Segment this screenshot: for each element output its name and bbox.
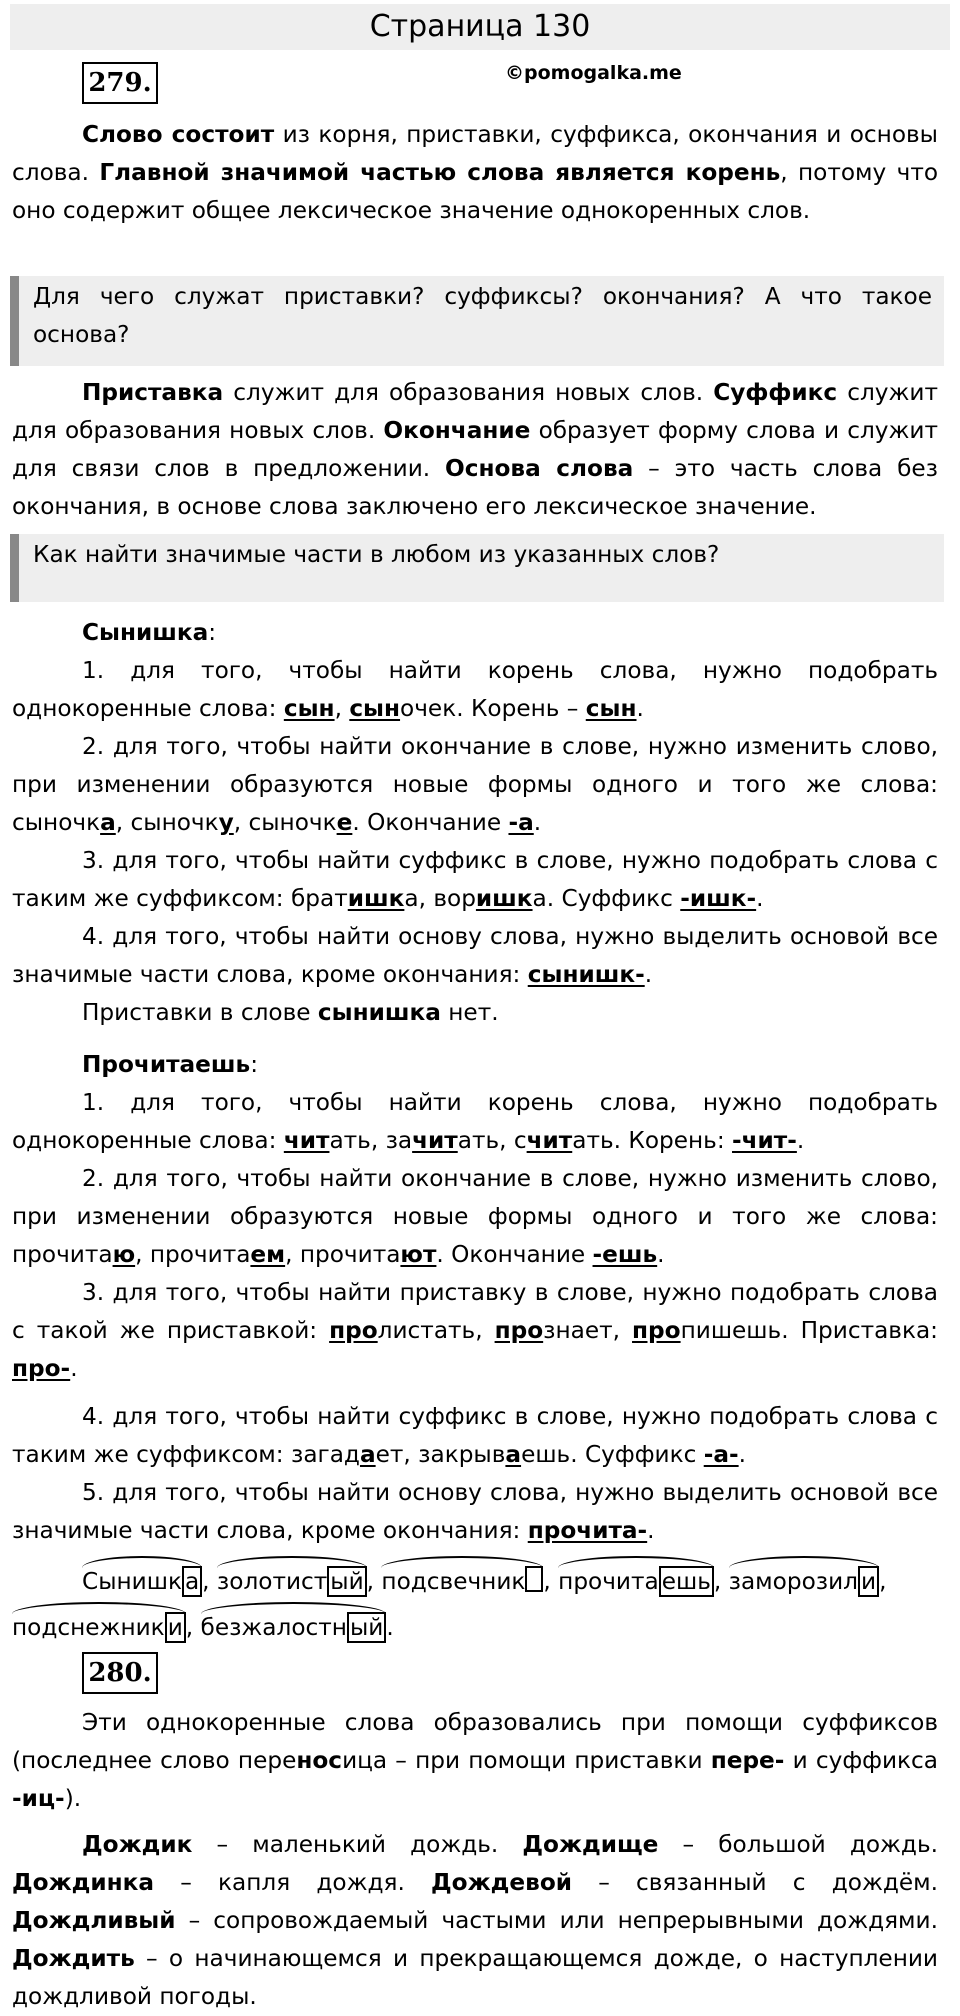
stem-answer: сынишк- (527, 961, 645, 988)
text: , (713, 1568, 722, 1595)
text: из корня, приставки, суффикса, окончания и основы слова. (12, 121, 938, 186)
bold-text: Суффикс (713, 379, 838, 406)
bold-text: Основа слова (445, 455, 634, 482)
word-title: Сынишка (82, 619, 209, 646)
root-mark: чит (412, 1127, 458, 1154)
ending-answer: -ешь (592, 1241, 658, 1268)
text: , (233, 809, 249, 836)
text: : (208, 619, 217, 646)
text: образует форму слова и служит для связи слов в предложении. (12, 417, 938, 482)
text: брат (291, 885, 348, 912)
text: . Окончание (352, 809, 509, 836)
text: загад (291, 1441, 360, 1468)
text: ). (64, 1785, 82, 1812)
text: ет (375, 1441, 404, 1468)
text: , (418, 885, 434, 912)
text: знает (543, 1317, 613, 1344)
root-answer: -чит- (732, 1127, 797, 1154)
task2-intro (12, 1704, 938, 1818)
text: с (513, 1127, 527, 1154)
ending-mark: ю (112, 1241, 136, 1268)
bold-text: Дождище (522, 1831, 659, 1858)
text: . Суффикс (570, 1441, 704, 1468)
text: , (612, 1317, 633, 1344)
text: . (647, 1517, 655, 1544)
text: 1. для того, чтобы найти корень слова, нужно подобрать однокоренные слова: (12, 657, 938, 722)
text: Приставки в слове (82, 999, 318, 1026)
step-1 (12, 652, 938, 728)
bold-text: Окончание (383, 417, 531, 444)
text: очек (400, 695, 457, 722)
text: , потому что оно содержит общее лексическое значение однокоренных слов. (12, 159, 939, 224)
step-5 (12, 1474, 938, 1550)
step-5 (12, 994, 938, 1032)
answer-paragraph (12, 374, 938, 526)
text: вор (433, 885, 476, 912)
watermark: ©pomogalka.me (505, 62, 682, 84)
bold-text: Дождливый (12, 1907, 176, 1934)
bold-text: Дождевой (431, 1869, 572, 1896)
text: и суффикса (784, 1747, 939, 1774)
morpheme-word-list (12, 1556, 938, 1648)
text: . Корень – (456, 695, 586, 722)
text: , (366, 1568, 375, 1595)
morpheme-word (381, 1556, 543, 1602)
text: . Окончание (436, 1241, 593, 1268)
text: ать (457, 1127, 500, 1154)
text: , (499, 1127, 514, 1154)
root-mark: сын (585, 695, 637, 722)
prefix-mark: про (632, 1317, 681, 1344)
text: прочита (149, 1241, 251, 1268)
ending-box: ый (347, 1612, 386, 1643)
root-mark: чит (283, 1127, 330, 1154)
suffix-mark: а (505, 1441, 522, 1468)
question-text: Для чего служат приставки? суффиксы? окончания? А что такое основа? (33, 283, 932, 348)
question-box-2 (10, 534, 944, 602)
text: служит для образования новых слов. (223, 379, 714, 406)
text: , (285, 1241, 300, 1268)
task2-definitions (12, 1826, 938, 2016)
stem-arc (12, 1602, 186, 1614)
stem-arc (558, 1556, 714, 1568)
text: . (644, 961, 653, 988)
text: – о начинающемся и прекращающемся дожде, о наступлении дождливой погоды. (12, 1945, 938, 2010)
bold-text: Слово состоит (82, 121, 275, 148)
prefix-mark: про (494, 1317, 544, 1344)
text: – большой дождь. (658, 1831, 938, 1858)
text: . (386, 1614, 394, 1641)
text: за (385, 1127, 413, 1154)
text: . Суффикс (546, 885, 681, 912)
stem-arc (201, 1602, 387, 1614)
text: 3. для того, чтобы найти приставку в слове, нужно подобрать слова с такой же приставкой: (12, 1279, 938, 1344)
ending-box: ый (327, 1566, 366, 1597)
stem-arc (729, 1556, 879, 1568)
ending-box: и (858, 1566, 879, 1597)
text: . (738, 1441, 746, 1468)
text: , (334, 695, 350, 722)
suffix-mark: ишк (347, 885, 405, 912)
text: листать (377, 1317, 476, 1344)
word-analysis-synishka (12, 614, 938, 1032)
step-1 (12, 1084, 938, 1160)
step-4 (12, 1398, 938, 1474)
root-mark: чит (526, 1127, 573, 1154)
morpheme-word (12, 1602, 186, 1648)
morpheme-word (201, 1602, 387, 1648)
page-header (10, 4, 950, 50)
text: , (879, 1568, 887, 1595)
morpheme-word (729, 1556, 879, 1602)
text: . (533, 809, 542, 836)
bold-text: Приставка (82, 379, 224, 406)
text: служит для образования новых слов. (12, 379, 938, 444)
step-2 (12, 1160, 938, 1274)
text: пишешь (680, 1317, 782, 1344)
text: прочита (12, 1241, 113, 1268)
text: ать (572, 1127, 614, 1154)
text: Эти однокоренные слова образовались при помощи суффиксов (последнее слово пере (12, 1709, 938, 1774)
suffix-mark: а (359, 1441, 376, 1468)
bold-text: Дождик (82, 1831, 193, 1858)
root-mark: сын (283, 695, 335, 722)
stem-arc (217, 1556, 367, 1568)
bold-text: пере- (710, 1747, 785, 1774)
text: , (475, 1317, 495, 1344)
ending-box: и (165, 1612, 186, 1643)
suffix-answer: -ишк- (680, 885, 757, 912)
text: 4. для того, чтобы найти суффикс в слове, нужно подобрать слова с таким же суффиксом: (12, 1403, 938, 1468)
page-title: Страница 130 (369, 9, 591, 44)
word-title: Прочитаешь (82, 1051, 251, 1078)
text: , (543, 1568, 551, 1595)
suffix-mark: ишк (475, 885, 533, 912)
root-mark: сын (349, 695, 401, 722)
text: сыночк (12, 809, 101, 836)
text: , (403, 1441, 419, 1468)
ending-box (525, 1566, 543, 1592)
text: . (796, 1127, 805, 1154)
morpheme-word (217, 1556, 367, 1602)
text: 2. для того, чтобы найти окончание в слове, нужно изменить слово, при изменении образуются новые формы одного и того же слова: (12, 1165, 938, 1230)
ending-box: а (182, 1566, 202, 1597)
task-number-280: 280. (82, 1652, 158, 1694)
bold-text: -иц- (12, 1785, 65, 1812)
text: , (185, 1614, 194, 1641)
text: . (636, 695, 644, 722)
bold-text: Дождить (12, 1945, 135, 1972)
text: 3. для того, чтобы найти суффикс в слове, нужно подобрать слова с таким же суффиксом: (12, 847, 938, 912)
prefix-answer: про- (12, 1355, 71, 1382)
ending-mark: ют (400, 1241, 437, 1268)
ending-mark: у (218, 809, 234, 836)
ending-mark: ем (250, 1241, 286, 1268)
stem-arc (82, 1556, 202, 1568)
ending-mark: е (336, 809, 353, 836)
text: – капля дождя. (154, 1869, 432, 1896)
bold-text: нос (296, 1747, 343, 1774)
text: – связанный с дождём. (572, 1869, 938, 1896)
text: ать (329, 1127, 371, 1154)
step-2 (12, 728, 938, 842)
text: а (404, 885, 419, 912)
question-box-1 (10, 276, 944, 366)
text: , (370, 1127, 386, 1154)
text: – это часть слова без окончания, в основе слова заключено его лексическое значение. (12, 455, 938, 520)
text: . (756, 885, 764, 912)
suffix-answer: -а- (703, 1441, 739, 1468)
text: нет. (440, 999, 499, 1026)
text: прочита (299, 1241, 401, 1268)
text: 4. для того, чтобы найти основу слова, нужно выделить основой все значимые части слова, кроме окончания: (12, 923, 938, 988)
text: – маленький дождь. (192, 1831, 523, 1858)
task-number-279: 279. (82, 62, 158, 104)
intro-paragraph (12, 116, 938, 230)
morpheme-word (558, 1556, 714, 1602)
bold-text: Дождинка (12, 1869, 155, 1896)
word-stem: безжалостн (200, 1614, 347, 1641)
text: . Корень: (613, 1127, 733, 1154)
word-stem: подснежник (12, 1614, 165, 1641)
bold-text: сынишка (317, 999, 441, 1026)
word-stem: золотист (216, 1568, 328, 1595)
text: сыночк (248, 809, 337, 836)
ending-answer: -а (508, 809, 534, 836)
ending-box: ешь (659, 1566, 714, 1597)
stem-arc (381, 1556, 543, 1568)
text: закрыв (418, 1441, 506, 1468)
bold-text: Главной значимой частью слова является корень (99, 159, 781, 186)
question-text: Как найти значимые части в любом из указанных слов? (33, 541, 720, 568)
step-4 (12, 918, 938, 994)
word-stem: заморозил (728, 1568, 858, 1595)
text: . (70, 1355, 78, 1382)
text: , (115, 809, 131, 836)
text: , (202, 1568, 210, 1595)
morpheme-word (82, 1556, 202, 1602)
text: ица – при помощи приставки (342, 1747, 711, 1774)
text: 5. для того, чтобы найти основу слова, нужно выделить основой все значимые части слова, кроме окончания: (12, 1479, 938, 1544)
text: 1. для того, чтобы найти корень слова, нужно подобрать однокоренные слова: (12, 1089, 938, 1154)
word-analysis-prochitaesh (12, 1046, 938, 1550)
prefix-mark: про (329, 1317, 378, 1344)
text: а (532, 885, 547, 912)
text: – сопровождаемый частыми или непрерывными дождями. (175, 1907, 938, 1934)
text: сыночк (130, 809, 219, 836)
word-stem: подсвечник (381, 1568, 526, 1595)
stem-answer: прочита- (527, 1517, 648, 1544)
text: ешь (521, 1441, 571, 1468)
text: , (135, 1241, 150, 1268)
step-3 (12, 1274, 938, 1388)
text: : (250, 1051, 259, 1078)
ending-mark: а (100, 809, 116, 836)
text: . Приставка: (781, 1317, 938, 1344)
text: 2. для того, чтобы найти окончание в слове, нужно изменить слово, при изменении образуются новые формы одного и того же слова: (12, 733, 938, 798)
word-stem: Сынишк (82, 1568, 182, 1595)
step-3 (12, 842, 938, 918)
word-stem: прочита (558, 1568, 659, 1595)
text: . (657, 1241, 665, 1268)
